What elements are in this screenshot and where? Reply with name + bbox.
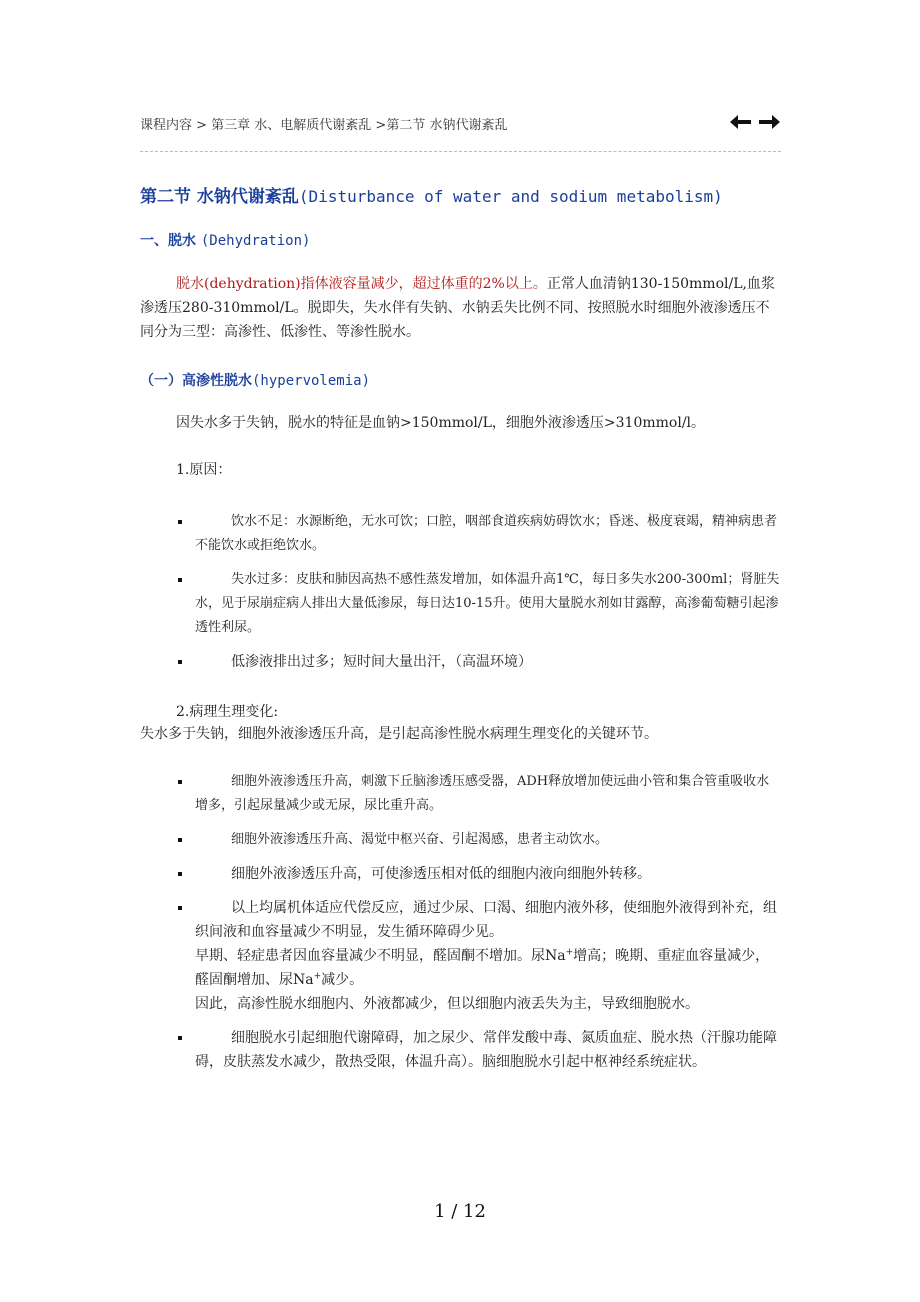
heading-dehydration-en: (Dehydration): [200, 233, 311, 249]
changes-list: [140, 770, 781, 1084]
heading-dehydration-zh: 一、脱水: [140, 233, 201, 249]
list-item: 细胞外液渗透压升高、渴觉中枢兴奋、引起渴感，患者主动饮水。: [140, 828, 781, 852]
page-number: 1 / 12: [434, 1201, 486, 1222]
summary-text: 因失水多于失钠，脱水的特征是血钠>150mmol/L，细胞外液渗透压>310mmol/l。: [176, 415, 706, 431]
section-title-zh: 第二节 水钠代谢紊乱: [140, 187, 299, 207]
heading-hypertonic: [140, 370, 370, 390]
intro-rest: 正常人血清钠130-150mmol/L,血浆渗透压280-310mmol/L。脱即失，失水伴有失钠、水钠丢失比例不同、按照脱水时细胞外液渗透压不同分为三型：高渗性、低渗性、等渗性脱水。: [140, 276, 775, 340]
list-item: 细胞脱水引起细胞代谢障碍，加之尿少、常伴发酸中毒、氮质血症、脱水热（汗腺功能障碍，皮肤蒸发水减少，散热受限，体温升高）。脑细胞脱水引起中枢神经系统症状。: [140, 1026, 781, 1074]
divider: [140, 151, 781, 152]
list-item: 以上均属机体适应代偿反应，通过少尿、口渴、细胞内液外移，使细胞外液得到补充，组织间液和血容量减少不明显，发生循环障碍少见。 早期、轻症患者因血容量减少不明显，醛固酮不增加。尿Na+增高；晚期、重症血容量减少，醛固酮增加、尿Na+减少。 因此，高渗性脱水细胞内、外液都减少，但以细胞内液丢失为主，导致细胞脱水。: [140, 896, 781, 1016]
heading-hypertonic-en: (hypervolemia): [252, 373, 371, 389]
bullet-icon: [178, 872, 182, 876]
list-item: 失水过多：皮肤和肺因高热不感性蒸发增加，如体温升高1℃，每日多失水200-300ml；肾脏失水，见于尿崩症病人排出大量低渗尿，每日达10-15升。使用大量脱水剂如甘露醇，高渗葡萄糖引起渗透性利尿。: [140, 568, 781, 640]
definition-text: 脱水(dehydration)指体液容量减少，超过体重的2%以上。: [176, 276, 547, 292]
changes-label: 2.病理生理变化:: [176, 704, 279, 720]
changes-intro: 失水多于失钠，细胞外液渗透压升高，是引起高渗性脱水病理生理变化的关键环节。: [140, 726, 658, 742]
bullet-icon: [178, 660, 182, 664]
bullet-icon: [178, 1036, 182, 1040]
bullet-icon: [178, 906, 182, 910]
list-item: 低渗液排出过多；短时间大量出汗，（高温环境）: [140, 650, 781, 674]
bullet-icon: [178, 780, 182, 784]
heading-dehydration: [140, 230, 310, 250]
section-title: [140, 182, 723, 207]
heading-hypertonic-zh: （一）高渗性脱水: [140, 373, 252, 389]
list-item: 细胞外液渗透压升高，可使渗透压相对低的细胞内液向细胞外转移。: [140, 862, 781, 886]
bullet-icon: [178, 578, 182, 582]
bullet-icon: [178, 520, 182, 524]
breadcrumb[interactable]: 课程内容 > 第三章 水、电解质代谢紊乱 >第二节 水钠代谢紊乱: [140, 118, 508, 133]
arrow-left-icon[interactable]: [729, 110, 753, 134]
list-item: 细胞外液渗透压升高，刺激下丘脑渗透压感受器，ADH释放增加使远曲小管和集合管重吸收水增多，引起尿量减少或无尿，尿比重升高。: [140, 770, 781, 818]
page-navigation: [729, 110, 781, 134]
bullet-icon: [178, 838, 182, 842]
intro-paragraph: [140, 272, 781, 344]
causes-label: 1.原因：: [176, 462, 232, 478]
early-late-note: 早期、轻症患者因血容量减少不明显，醛固酮不增加。尿Na+增高；晚期、重症血容量减少，醛固酮增加、尿Na+减少。: [195, 947, 770, 988]
arrow-right-icon[interactable]: [757, 110, 781, 134]
causes-list: [140, 510, 781, 684]
conclusion-note: 因此，高渗性脱水细胞内、外液都减少，但以细胞内液丢失为主，导致细胞脱水。: [195, 996, 699, 1012]
list-item: 饮水不足：水源断绝，无水可饮；口腔，咽部食道疾病妨碍饮水；昏迷、极度衰竭，精神病患者不能饮水或拒绝饮水。: [140, 510, 781, 558]
section-title-en: (Disturbance of water and sodium metabolism): [298, 187, 723, 206]
